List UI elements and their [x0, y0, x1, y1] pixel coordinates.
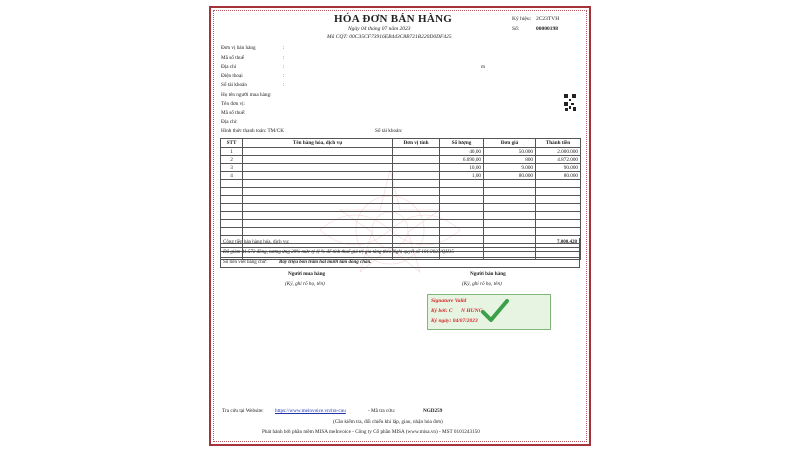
total-row [220, 238, 580, 248]
cell-name [243, 148, 393, 156]
buyer-signature-title: Người mua hàng [288, 271, 326, 277]
lookup-link[interactable]: https://www.meinvoice.vn/tra-cuu [275, 408, 346, 414]
signed-by-name: N HUNG [461, 308, 483, 314]
cell-qty: 10,00 [440, 164, 484, 172]
qr-code [564, 94, 576, 112]
payment-method-label: Hình thức thanh toán: TM/CK [221, 128, 284, 134]
seller-address-label: Địa chỉ [221, 64, 237, 70]
total-label: Cộng tiền bán hàng hóa, dịch vụ: [223, 240, 290, 245]
cell-total: 90.000 [536, 164, 581, 172]
lookup-code-value: NGD259 [423, 408, 443, 414]
seller-phone-label: Điện thoại [221, 73, 243, 79]
cell-stt: 2 [221, 156, 243, 164]
cell-unit [393, 156, 440, 164]
cell-unit [393, 172, 440, 180]
lookup-code-label: - Mã tra cứu: [368, 408, 396, 414]
seller-tax-label: Mã số thuế [221, 55, 245, 61]
reduction-note: Đã giảm 41.572 đồng, tương ứng 20% mức tỷ lệ % để tính thuế giá trị gia tăng theo Nghị quyết số 101/2023/QH15 [223, 250, 454, 255]
cell-name [243, 164, 393, 172]
table-row-empty [221, 212, 581, 220]
signed-date: Ký ngày: 04/07/2023 [431, 318, 478, 324]
seller-account-label: Số tài khoản [221, 82, 247, 88]
buyer-address-label: Địa chỉ: [221, 119, 238, 125]
cell-name [243, 156, 393, 164]
colon: : [283, 73, 285, 79]
cell-stt: 3 [221, 164, 243, 172]
cell-name [243, 172, 393, 180]
table-row-empty [221, 228, 581, 236]
header-price: Đơn giá [484, 139, 536, 148]
seller-signature-title: Người bán hàng [470, 271, 506, 277]
cell-total: 2.000.000 [536, 148, 581, 156]
issuer-line: Phát hành bởi phần mềm MISA meInvoice - Công ty Cổ phần MISA (www.misa.vn) - MST 0101243150 [262, 429, 480, 435]
table-row-empty [221, 204, 581, 212]
buyer-account-label: Số tài khoản: [375, 128, 403, 134]
invoice-title: HÓA ĐƠN BÁN HÀNG [334, 13, 453, 25]
colon: : [283, 55, 285, 61]
cell-price: 50.000 [484, 148, 536, 156]
colon: : [283, 45, 285, 51]
table-row-empty [221, 196, 581, 204]
cell-qty: 1,00 [440, 172, 484, 180]
seller-signature-hint: (Ký, ghi rõ họ, tên) [462, 281, 502, 287]
table-row-empty [221, 220, 581, 228]
checkmark-icon [480, 298, 510, 324]
seller-address-fragment: m [481, 64, 486, 70]
amount-in-words-row [220, 258, 580, 268]
tax-authority-code: Mã CQT: 00C35CF73916EB443C8B721B220D0DF425 [327, 34, 452, 40]
header-name: Tên hàng hóa, dịch vụ [243, 139, 393, 148]
cell-total: 4.872.000 [536, 156, 581, 164]
signed-by-label: Ký bởi: C [431, 308, 453, 314]
header-qty: Số lượng [440, 139, 484, 148]
words-label: Số tiền viết bằng chữ: [223, 260, 267, 265]
table-row [221, 164, 581, 172]
buyer-signature-hint: (Ký, ghi rõ họ, tên) [285, 281, 325, 287]
number-label: Số: [512, 26, 520, 32]
table-row-empty [221, 188, 581, 196]
cell-price: 800 [484, 156, 536, 164]
table-row [221, 172, 581, 180]
buyer-tax-label: Mã số thuế: [221, 110, 246, 116]
lookup-label: Tra cứu tại Website: [222, 408, 264, 414]
cell-price: 80.000 [484, 172, 536, 180]
header-unit: Đơn vị tính [393, 139, 440, 148]
signature-valid-label: Signature Valid [431, 298, 467, 304]
total-value: 7.000.428 [557, 240, 577, 245]
buyer-name-label: Họ tên người mua hàng: [221, 92, 272, 98]
words-value: Bảy triệu bốn trăm hai mươi tám đồng chẵn. [279, 260, 372, 265]
symbol-label: Ký hiệu: [512, 16, 532, 22]
buyer-company-label: Tên đơn vị: [221, 101, 246, 107]
seller-name-label: Đơn vị bán hàng [221, 45, 256, 51]
check-note: (Cần kiểm tra, đối chiếu khi lập, giao, nhận hóa đơn) [333, 419, 443, 425]
colon: : [283, 82, 285, 88]
cell-price: 9.000 [484, 164, 536, 172]
cell-unit [393, 164, 440, 172]
cell-qty: 6.090,00 [440, 156, 484, 164]
colon: : [283, 64, 285, 70]
header-stt: STT [221, 139, 243, 148]
invoice-date: Ngày 04 tháng 07 năm 2023 [348, 26, 411, 32]
cell-stt: 1 [221, 148, 243, 156]
symbol-value: 2C23TVH [536, 16, 560, 22]
table-header-row [221, 139, 581, 148]
reduction-row [220, 248, 580, 258]
table-row [221, 156, 581, 164]
cell-stt: 4 [221, 172, 243, 180]
table-row [221, 148, 581, 156]
header-total: Thành tiền [536, 139, 581, 148]
cell-total: 80.000 [536, 172, 581, 180]
cell-unit [393, 148, 440, 156]
table-row-empty [221, 180, 581, 188]
number-value: 00000198 [536, 26, 558, 32]
cell-qty: 40,00 [440, 148, 484, 156]
